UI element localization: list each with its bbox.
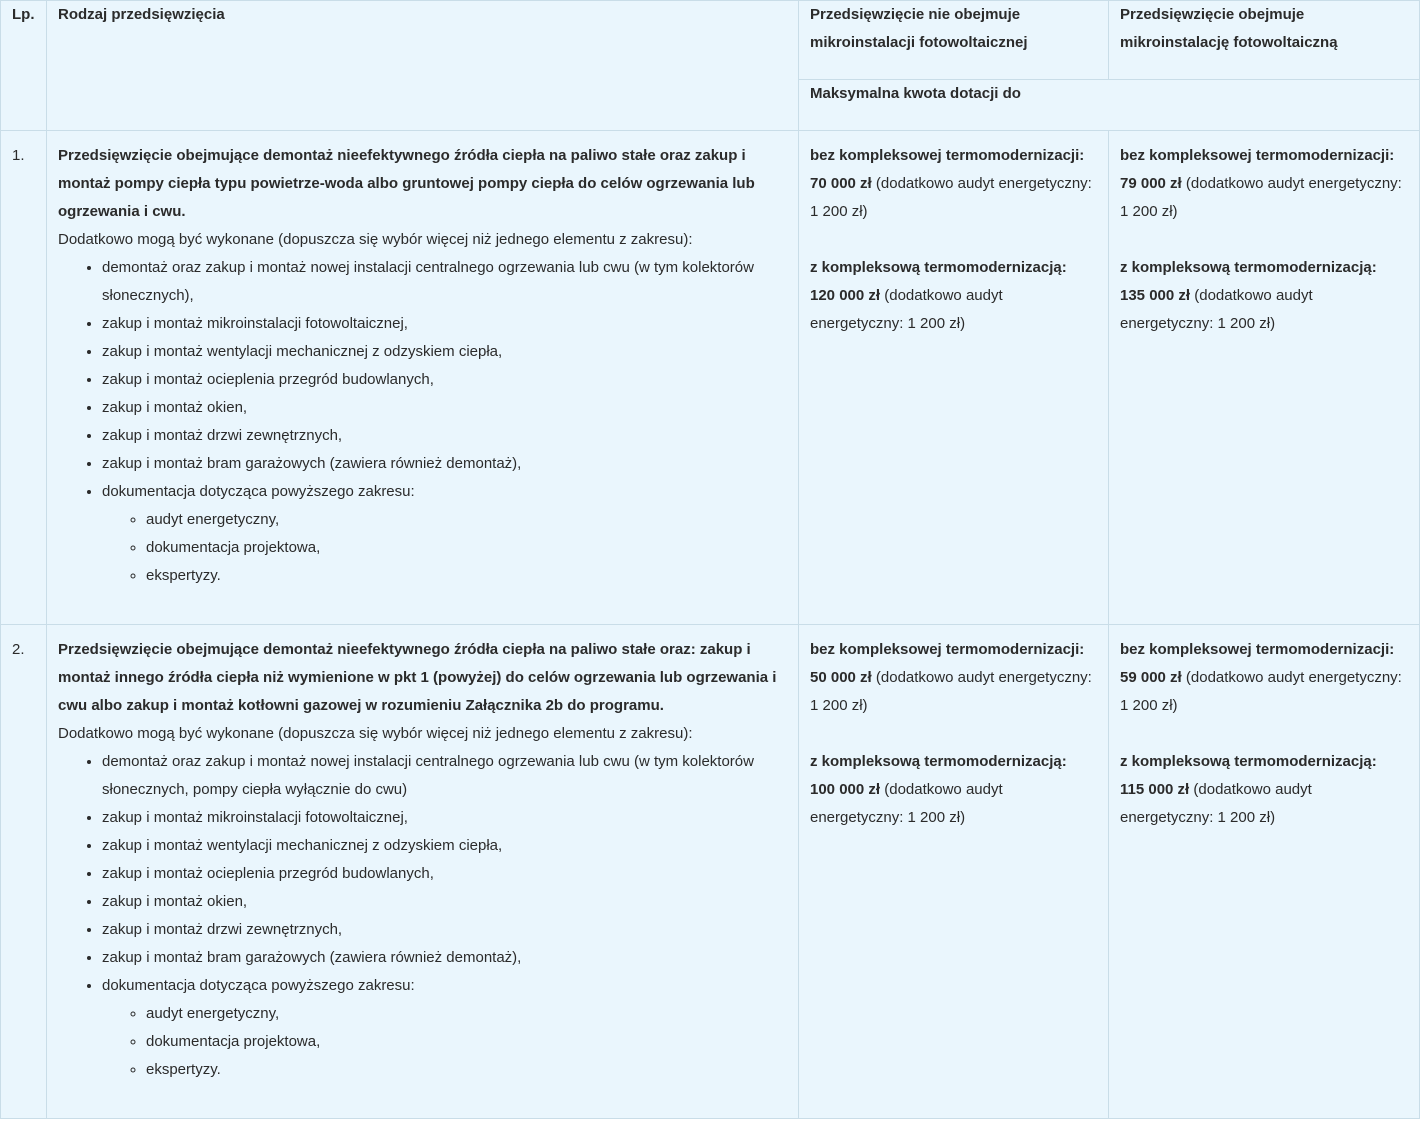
row-description xyxy=(47,131,799,625)
amount-with-thermo: z kompleksową termomodernizacją: 115 000 zł (dodatkowo audyt energetyczny: 1 200 zł) xyxy=(1120,753,1377,826)
docs-sublist xyxy=(102,506,787,590)
amount-pv-cell xyxy=(1109,131,1420,625)
amount-with-thermo: z kompleksową termomodernizacją: 135 000 zł (dodatkowo audyt energetyczny: 1 200 zł) xyxy=(1120,259,1377,332)
amount-note: (dodatkowo audyt energetyczny: 1 200 zł) xyxy=(1120,781,1312,826)
amount-value: 100 000 zł xyxy=(810,781,881,798)
list-item-docs xyxy=(102,478,787,590)
list-item: • zakup i montaż okien, xyxy=(102,888,787,916)
header-max-amount: Maksymalna kwota dotacji do xyxy=(799,80,1420,131)
amount-value: 59 000 zł xyxy=(1120,669,1182,686)
amount-without-thermo: bez kompleksowej termomodernizacji: 79 000 zł (dodatkowo audyt energetyczny: 1 200 zł) xyxy=(1120,147,1402,220)
list-item: • zakup i montaż wentylacji mechanicznej z odzyskiem ciepła, xyxy=(102,338,787,366)
table-row xyxy=(1,131,1420,625)
table-row xyxy=(1,625,1420,1119)
list-item: • demontaż oraz zakup i montaż nowej instalacji centralnego ogrzewania lub cwu (w tym kolektorów słonecznych, pompy ciepła wyłącznie do cwu) xyxy=(102,748,787,804)
sublist-item: ◦ audyt energetyczny, xyxy=(146,1000,787,1028)
amount-without-thermo: bez kompleksowej termomodernizacji: 50 000 zł (dodatkowo audyt energetyczny: 1 200 zł) xyxy=(810,641,1092,714)
header-type: Rodzaj przedsięwzięcia xyxy=(47,1,799,131)
amount-note: (dodatkowo audyt energetyczny: 1 200 zł) xyxy=(810,669,1092,714)
amount-no-pv-cell xyxy=(799,625,1109,1119)
amount-value: 79 000 zł xyxy=(1120,175,1182,192)
amount-note: (dodatkowo audyt energetyczny: 1 200 zł) xyxy=(810,175,1092,220)
list-item: • zakup i montaż ocieplenia przegród budowlanych, xyxy=(102,366,787,394)
list-item-label: dokumentacja dotycząca powyższego zakresu: xyxy=(102,483,415,500)
amount-note: (dodatkowo audyt energetyczny: 1 200 zł) xyxy=(810,287,1003,332)
header-pv: Przedsięwzięcie obejmuje mikroinstalację fotowoltaiczną xyxy=(1109,1,1420,80)
amount-value: 120 000 zł xyxy=(810,287,881,304)
list-item: • zakup i montaż drzwi zewnętrznych, xyxy=(102,916,787,944)
list-item: • zakup i montaż mikroinstalacji fotowoltaicznej, xyxy=(102,310,787,338)
list-item-label: dokumentacja dotycząca powyższego zakresu: xyxy=(102,977,415,994)
amount-without-thermo: bez kompleksowej termomodernizacji: 70 000 zł (dodatkowo audyt energetyczny: 1 200 zł) xyxy=(810,147,1092,220)
list-item: • zakup i montaż drzwi zewnętrznych, xyxy=(102,422,787,450)
amount-value: 135 000 zł xyxy=(1120,287,1191,304)
sublist-item: ◦ audyt energetyczny, xyxy=(146,506,787,534)
amount-value: 115 000 zł xyxy=(1120,781,1190,798)
row-description xyxy=(47,625,799,1119)
list-item: • zakup i montaż mikroinstalacji fotowoltaicznej, xyxy=(102,804,787,832)
sublist-item: ◦ ekspertyzy. xyxy=(146,562,787,590)
header-no-pv: Przedsięwzięcie nie obejmuje mikroinstalacji fotowoltaicznej xyxy=(799,1,1109,80)
row-title: Przedsięwzięcie obejmujące demontaż nieefektywnego źródła ciepła na paliwo stałe oraz zakup i montaż pompy ciepła typu powietrze-woda albo gruntowej pompy ciepła do celów ogrzewania lub ogrzewania i cwu. xyxy=(58,147,755,220)
sublist-item: ◦ dokumentacja projektowa, xyxy=(146,534,787,562)
sublist-item: ◦ dokumentacja projektowa, xyxy=(146,1028,787,1056)
amount-note: (dodatkowo audyt energetyczny: 1 200 zł) xyxy=(1120,669,1402,714)
row-intro: Dodatkowo mogą być wykonane (dopuszcza się wybór więcej niż jednego elementu z zakresu): xyxy=(58,725,693,742)
row-number: 1. xyxy=(1,131,47,625)
list-item-docs xyxy=(102,972,787,1084)
amount-with-thermo: z kompleksową termomodernizacją: 120 000 zł (dodatkowo audyt energetyczny: 1 200 zł) xyxy=(810,259,1067,332)
list-item: • zakup i montaż okien, xyxy=(102,394,787,422)
scope-list xyxy=(58,748,787,1084)
header-row xyxy=(1,1,1420,80)
amount-with-thermo: z kompleksową termomodernizacją: 100 000 zł (dodatkowo audyt energetyczny: 1 200 zł) xyxy=(810,753,1067,826)
list-item: • zakup i montaż wentylacji mechanicznej z odzyskiem ciepła, xyxy=(102,832,787,860)
list-item: • demontaż oraz zakup i montaż nowej instalacji centralnego ogrzewania lub cwu (w tym kolektorów słonecznych), xyxy=(102,254,787,310)
header-lp: Lp. xyxy=(1,1,47,131)
amount-value: 70 000 zł xyxy=(810,175,872,192)
amount-note: (dodatkowo audyt energetyczny: 1 200 zł) xyxy=(810,781,1003,826)
scope-list xyxy=(58,254,787,590)
sublist-item: ◦ ekspertyzy. xyxy=(146,1056,787,1084)
amount-no-pv-cell xyxy=(799,131,1109,625)
list-item: • zakup i montaż bram garażowych (zawiera również demontaż), xyxy=(102,944,787,972)
amount-without-thermo: bez kompleksowej termomodernizacji: 59 000 zł (dodatkowo audyt energetyczny: 1 200 zł) xyxy=(1120,641,1402,714)
row-title: Przedsięwzięcie obejmujące demontaż nieefektywnego źródła ciepła na paliwo stałe oraz: zakup i montaż innego źródła ciepła niż wymienione w pkt 1 (powyżej) do celów ogrzewania lub ogrzewania i cwu albo zakup i montaż kotłowni gazowej w rozumieniu Załącznika 2b do programu. xyxy=(58,641,777,714)
list-item: • zakup i montaż ocieplenia przegród budowlanych, xyxy=(102,860,787,888)
amount-value: 50 000 zł xyxy=(810,669,872,686)
row-number: 2. xyxy=(1,625,47,1119)
docs-sublist xyxy=(102,1000,787,1084)
amount-pv-cell xyxy=(1109,625,1420,1119)
list-item: • zakup i montaż bram garażowych (zawiera również demontaż), xyxy=(102,450,787,478)
amount-note: (dodatkowo audyt energetyczny: 1 200 zł) xyxy=(1120,287,1313,332)
amount-note: (dodatkowo audyt energetyczny: 1 200 zł) xyxy=(1120,175,1402,220)
row-intro: Dodatkowo mogą być wykonane (dopuszcza się wybór więcej niż jednego elementu z zakresu): xyxy=(58,231,693,248)
